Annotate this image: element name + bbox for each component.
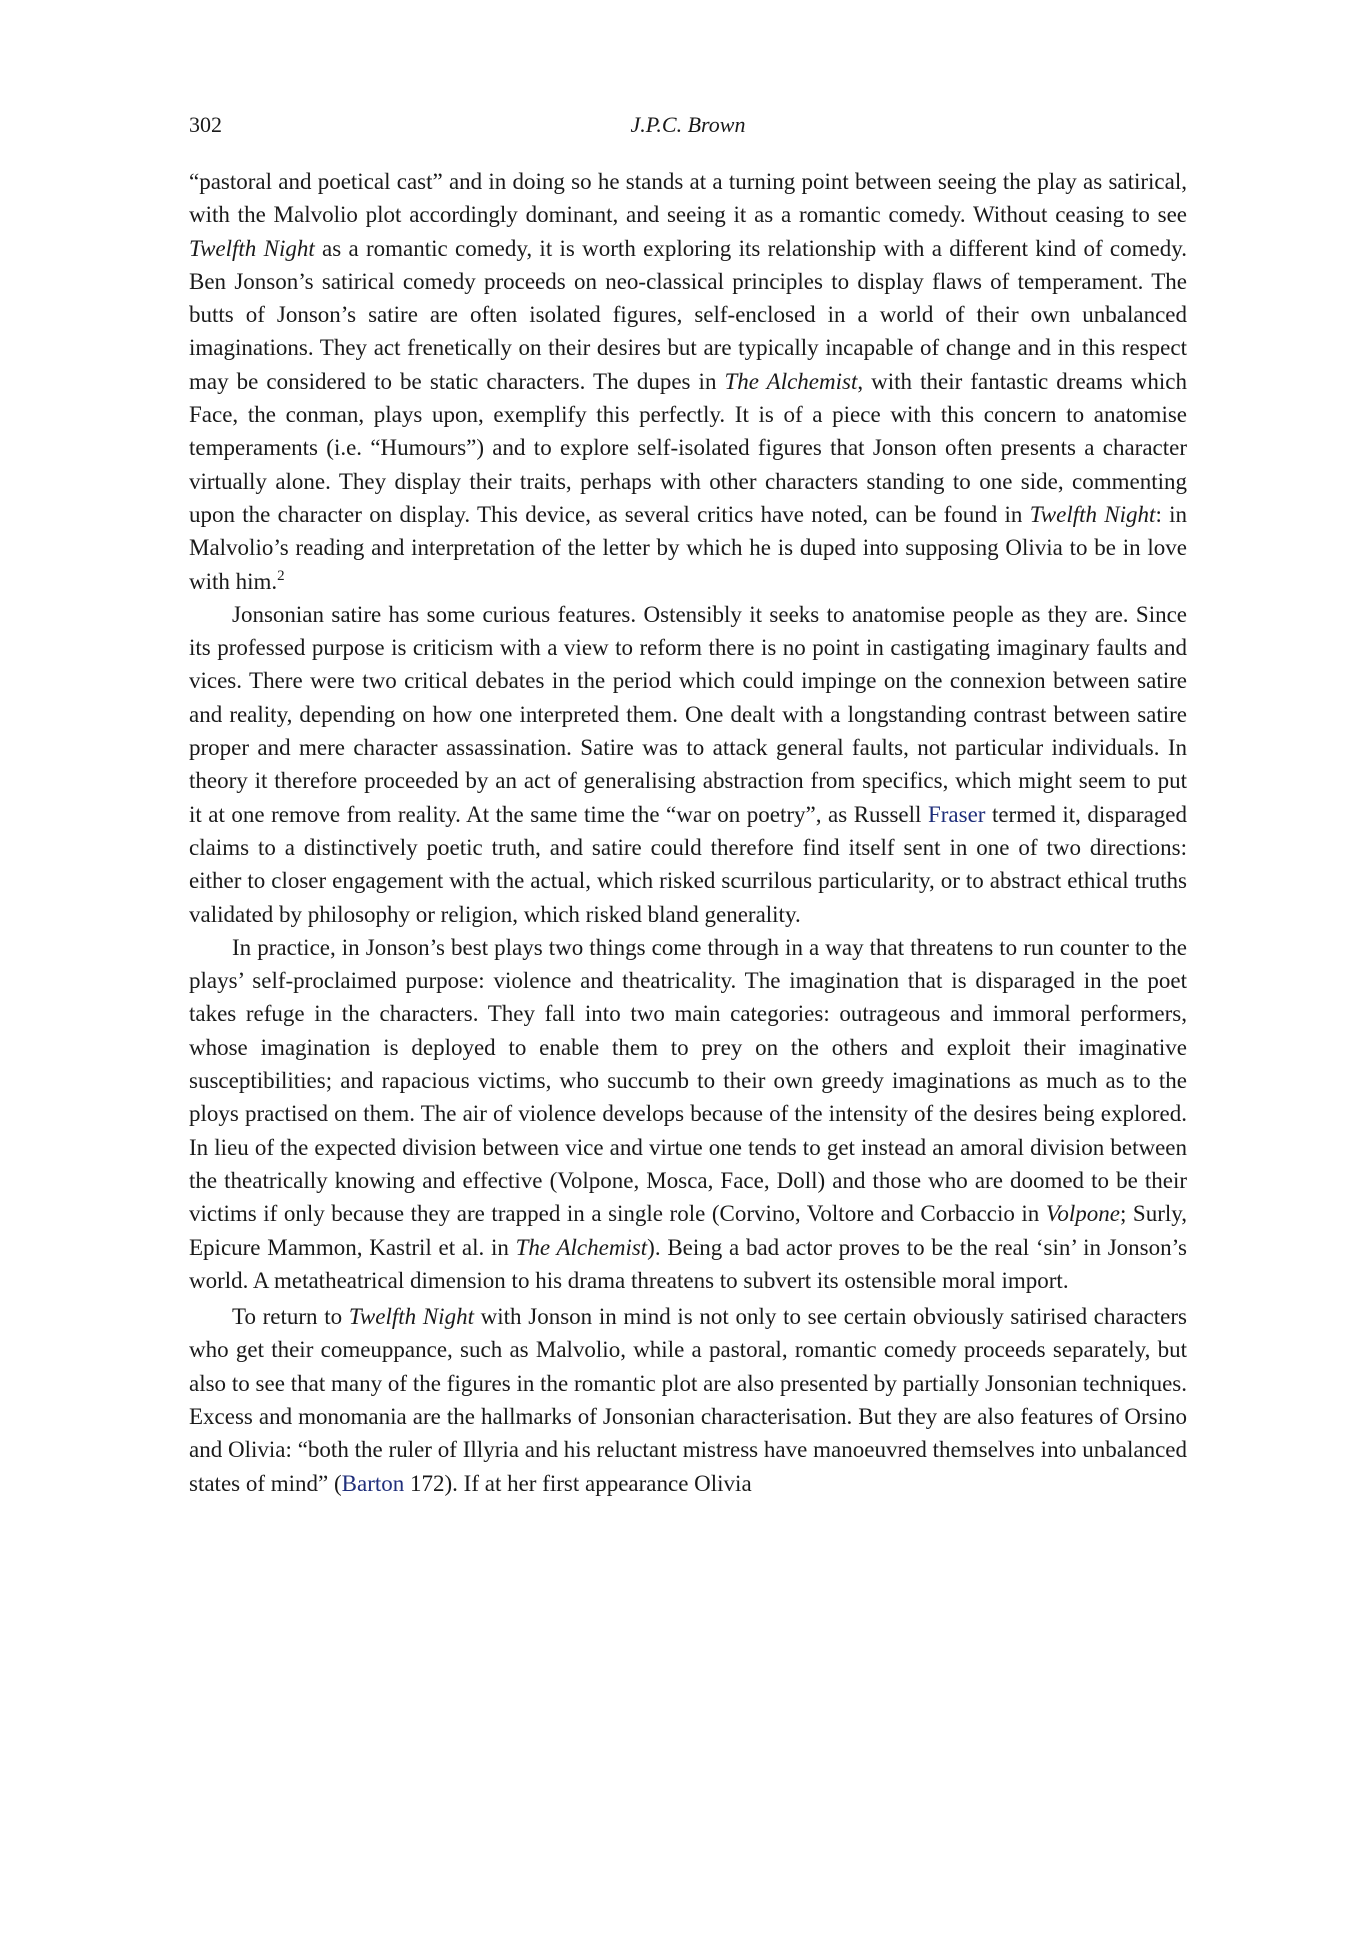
title-the-alchemist: The Alchemist — [515, 1234, 648, 1260]
title-volpone: Volpone — [1045, 1201, 1120, 1227]
title-the-alchemist: The Alchemist — [724, 368, 858, 394]
body-text — [189, 165, 1187, 1500]
footnote-marker[interactable]: 2 — [277, 567, 285, 584]
paragraph-1: “pastoral and poetical cast” and in doing so he stands at a turning point between seeing the play as satirical, with the Malvolio plot accordingly dominant, and seeing it as a romantic comedy. Without ceasing to see Twelfth Night as a romantic comedy, it is worth exploring its relationship with a different kind of comedy. Ben Jonson’s satirical comedy proceeds on neo-classical principles to display flaws of temperament. The butts of Jonson’s satire are often isolated figures, self-enclosed in a world of their own unbalanced imaginations. They act frenetically on their desires but are typically incapable of change and in this respect may be considered to be static characters. The dupes in The Alchemist, with their fantastic dreams which Face, the conman, plays upon, exemplify this perfectly. It is of a piece with this concern to anatomise temperaments (i.e. “Humours”) and to explore self-isolated figures that Jonson often presents a character virtually alone. They display their traits, perhaps with other characters standing to one side, commenting upon the character on display. This device, as several critics have noted, can be found in Twelfth Night: in Malvolio’s reading and interpretation of the letter by which he is duped into supposing Olivia to be in love with him.$^2$ — [189, 169, 1187, 594]
running-header — [189, 108, 1187, 142]
page — [189, 108, 1187, 1500]
running-title: J.P.C. Brown — [630, 112, 746, 137]
title-twelfth-night: Twelfth Night — [1029, 501, 1156, 527]
paragraph-3: In practice, in Jonson’s best plays two things come through in a way that threatens to run counter to the plays’ self-proclaimed purpose: violence and theatricality. The imagination that is disparaged in the poet takes refuge in the characters. They fall into two main categories: outrageous and immoral performers, whose imagination is deployed to enable them to prey on the others and exploit their imaginative susceptibilities; and rapacious victims, who succumb to their own greedy imaginations as much as to the ploys practised on them. The air of violence develops because of the intensity of the desires being explored. In lieu of the expected division between vice and virtue one tends to get instead an amoral division between the theatrically knowing and effective (Volpone, Mosca, Face, Doll) and those who are doomed to be their victims if only because they are trapped in a single role (Corvino, Voltore and Corbaccio in Volpone; Surly, Epicure Mammon, Kastril et al. in The Alchemist). Being a bad actor proves to be the real ‘sin’ in Jonson’s world. A metatheatrical dimension to his drama threatens to subvert its ostensible moral import. — [189, 934, 1187, 1293]
citation-link-barton[interactable]: Barton — [341, 1470, 405, 1496]
title-twelfth-night: Twelfth Night — [189, 235, 315, 261]
paragraph-2: Jonsonian satire has some curious features. Ostensibly it seeks to anatomise people as they are. Since its professed purpose is criticism with a view to reform there is no point in castigating imaginary faults and vices. There were two critical debates in the period which could impinge on the connexion between satire and reality, depending on how one interpreted them. One dealt with a longstanding contrast between satire proper and mere character assassination. Satire was to attack general faults, not particular individuals. In theory it therefore proceeded by an act of generalising abstraction from specifics, which might seem to put it at one remove from reality. At the same time the “war on poetry”, as Russell Fraser termed it, disparaged claims to a distinctively poetic truth, and satire could therefore find itself sent in one of two directions: either to closer engagement with the actual, which risked scurrilous particularity, or to abstract ethical truths validated by philosophy or religion, which risked bland generality. — [189, 601, 1188, 927]
citation-link-fraser[interactable]: Fraser — [927, 801, 986, 827]
paragraph-4: To return to Twelfth Night with Jonson in mind is not only to see certain obviously satirised characters who get their comeuppance, such as Malvolio, while a pastoral, romantic comedy proceeds separately, but also to see that many of the figures in the romantic plot are also presented by partially Jonsonian techniques. Excess and monomania are the hallmarks of Jonsonian characterisation. But they are also features of Orsino and Olivia: “both the ruler of Illyria and his reluctant mistress have manoeuvred themselves into unbalanced states of mind” (Barton 172). If at her first appearance Olivia — [189, 1304, 1187, 1496]
title-twelfth-night: Twelfth Night — [348, 1304, 474, 1330]
page-number: 302 — [189, 112, 222, 137]
